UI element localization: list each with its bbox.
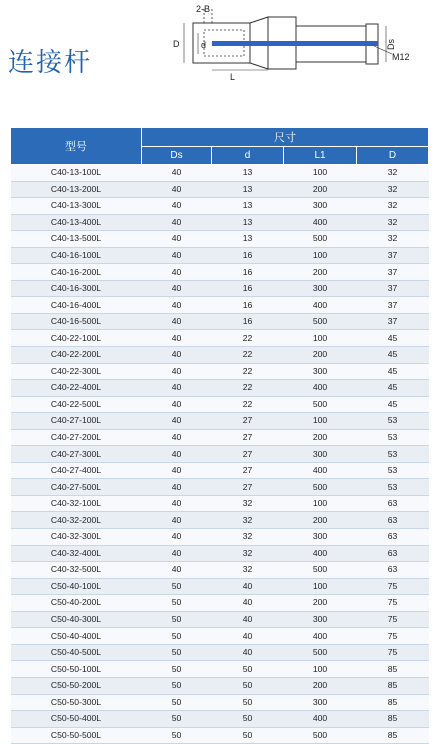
cell-model: C40-32-300L: [11, 529, 142, 546]
cell-model: C40-27-300L: [11, 446, 142, 463]
cell-l1: 200: [284, 264, 357, 281]
cell-d-lower: 13: [212, 231, 284, 248]
cell-ds: 40: [142, 529, 212, 546]
connecting-rod-drawing: [168, 2, 430, 86]
cell-ds: 40: [142, 512, 212, 529]
table-row: [11, 165, 429, 182]
cell-ds: 40: [142, 495, 212, 512]
cell-d-lower: 40: [212, 628, 284, 645]
table-row: [11, 231, 429, 248]
cell-d-upper: 85: [357, 661, 429, 678]
cell-d-lower: 40: [212, 644, 284, 661]
label-d-lower: d: [201, 40, 207, 50]
cell-d-lower: 27: [212, 429, 284, 446]
cell-d-upper: 63: [357, 545, 429, 562]
cell-model: C40-27-200L: [11, 429, 142, 446]
cell-d-lower: 32: [212, 495, 284, 512]
cell-ds: 50: [142, 578, 212, 595]
table-row: [11, 529, 429, 546]
cell-model: C40-13-200L: [11, 181, 142, 198]
cell-l1: 400: [284, 711, 357, 728]
cell-model: C40-13-100L: [11, 165, 142, 182]
label-Ds: Ds: [386, 39, 396, 50]
table-row: [11, 330, 429, 347]
table-row: [11, 611, 429, 628]
table-row: [11, 727, 429, 744]
cell-model: C40-22-500L: [11, 396, 142, 413]
cell-d-upper: 85: [357, 694, 429, 711]
cell-l1: 200: [284, 429, 357, 446]
cell-model: C50-40-100L: [11, 578, 142, 595]
cell-model: C50-40-400L: [11, 628, 142, 645]
cell-d-lower: 40: [212, 578, 284, 595]
cell-l1: 400: [284, 297, 357, 314]
cell-ds: 40: [142, 330, 212, 347]
cell-l1: 300: [284, 198, 357, 215]
cell-l1: 500: [284, 727, 357, 744]
cell-l1: 300: [284, 529, 357, 546]
cell-model: C40-13-300L: [11, 198, 142, 215]
cell-l1: 200: [284, 347, 357, 364]
cell-l1: 200: [284, 512, 357, 529]
cell-model: C40-22-200L: [11, 347, 142, 364]
cell-l1: 300: [284, 363, 357, 380]
cell-d-upper: 63: [357, 529, 429, 546]
cell-d-lower: 13: [212, 165, 284, 182]
cell-d-upper: 32: [357, 198, 429, 215]
cell-d-lower: 27: [212, 446, 284, 463]
table-row: [11, 628, 429, 645]
cell-ds: 40: [142, 380, 212, 397]
cell-model: C50-40-500L: [11, 644, 142, 661]
cell-model: C40-16-500L: [11, 313, 142, 330]
cell-d-upper: 63: [357, 495, 429, 512]
cell-l1: 400: [284, 628, 357, 645]
header-d-lower: d: [212, 146, 284, 165]
cell-model: C40-32-500L: [11, 562, 142, 579]
cell-l1: 100: [284, 495, 357, 512]
cell-d-upper: 37: [357, 264, 429, 281]
cell-d-lower: 27: [212, 462, 284, 479]
cell-d-upper: 75: [357, 644, 429, 661]
cell-d-lower: 50: [212, 727, 284, 744]
cell-l1: 500: [284, 231, 357, 248]
label-M12: M12: [392, 52, 410, 62]
table-row: [11, 264, 429, 281]
cell-ds: 40: [142, 396, 212, 413]
header-size: 尺寸: [142, 128, 429, 147]
cell-ds: 40: [142, 462, 212, 479]
cell-l1: 500: [284, 562, 357, 579]
table-row: [11, 363, 429, 380]
table-row: [11, 479, 429, 496]
cell-d-lower: 27: [212, 479, 284, 496]
cell-d-upper: 37: [357, 247, 429, 264]
cell-d-upper: 45: [357, 347, 429, 364]
cell-ds: 50: [142, 711, 212, 728]
table-row: [11, 644, 429, 661]
cell-d-lower: 16: [212, 297, 284, 314]
cell-d-lower: 16: [212, 313, 284, 330]
cell-ds: 40: [142, 280, 212, 297]
cell-d-lower: 22: [212, 396, 284, 413]
table-row: [11, 512, 429, 529]
cell-d-lower: 50: [212, 711, 284, 728]
cell-d-upper: 75: [357, 628, 429, 645]
cell-l1: 100: [284, 247, 357, 264]
cell-l1: 500: [284, 396, 357, 413]
cell-d-upper: 53: [357, 479, 429, 496]
cell-model: C50-40-200L: [11, 595, 142, 612]
cell-model: C40-32-200L: [11, 512, 142, 529]
cell-ds: 40: [142, 214, 212, 231]
cell-d-upper: 45: [357, 330, 429, 347]
table-row: [11, 462, 429, 479]
cell-d-upper: 85: [357, 711, 429, 728]
cell-d-upper: 53: [357, 413, 429, 430]
cell-d-lower: 16: [212, 247, 284, 264]
table-row: [11, 595, 429, 612]
cell-ds: 40: [142, 264, 212, 281]
cell-ds: 50: [142, 611, 212, 628]
cell-l1: 400: [284, 462, 357, 479]
cell-d-lower: 22: [212, 330, 284, 347]
cell-d-lower: 32: [212, 562, 284, 579]
cell-l1: 400: [284, 545, 357, 562]
cell-l1: 100: [284, 165, 357, 182]
cell-d-upper: 75: [357, 611, 429, 628]
cell-d-lower: 50: [212, 661, 284, 678]
cell-model: C40-27-400L: [11, 462, 142, 479]
cell-l1: 200: [284, 677, 357, 694]
cell-model: C50-40-300L: [11, 611, 142, 628]
cell-ds: 40: [142, 181, 212, 198]
cell-d-lower: 50: [212, 677, 284, 694]
cell-d-lower: 22: [212, 347, 284, 364]
table-row: [11, 661, 429, 678]
cell-d-lower: 13: [212, 214, 284, 231]
cell-d-lower: 16: [212, 264, 284, 281]
cell-ds: 40: [142, 347, 212, 364]
table-row: [11, 711, 429, 728]
cell-ds: 40: [142, 413, 212, 430]
header-ds: Ds: [142, 146, 212, 165]
cell-model: C40-22-100L: [11, 330, 142, 347]
cell-l1: 100: [284, 330, 357, 347]
cell-d-upper: 37: [357, 313, 429, 330]
cell-l1: 500: [284, 644, 357, 661]
cell-ds: 50: [142, 694, 212, 711]
cell-d-lower: 13: [212, 198, 284, 215]
label-D: D: [173, 39, 180, 49]
cell-d-upper: 53: [357, 429, 429, 446]
cell-model: C40-32-400L: [11, 545, 142, 562]
table-row: [11, 198, 429, 215]
cell-d-upper: 37: [357, 280, 429, 297]
table-row: [11, 429, 429, 446]
cell-ds: 50: [142, 661, 212, 678]
cell-l1: 100: [284, 578, 357, 595]
cell-model: C40-13-500L: [11, 231, 142, 248]
cell-ds: 40: [142, 165, 212, 182]
cell-model: C50-50-100L: [11, 661, 142, 678]
cell-model: C50-50-200L: [11, 677, 142, 694]
cell-d-upper: 45: [357, 396, 429, 413]
table-row: [11, 677, 429, 694]
cell-ds: 40: [142, 479, 212, 496]
cell-ds: 40: [142, 429, 212, 446]
cell-d-upper: 85: [357, 727, 429, 744]
table-body: [11, 165, 429, 744]
header-d-upper: D: [357, 146, 429, 165]
cell-d-lower: 40: [212, 595, 284, 612]
table-row: [11, 247, 429, 264]
cell-l1: 300: [284, 694, 357, 711]
cell-l1: 200: [284, 181, 357, 198]
cell-l1: 100: [284, 413, 357, 430]
table-row: [11, 545, 429, 562]
table-row: [11, 313, 429, 330]
table-row: [11, 380, 429, 397]
cell-d-upper: 45: [357, 363, 429, 380]
cell-l1: 300: [284, 611, 357, 628]
cell-ds: 50: [142, 595, 212, 612]
cell-d-upper: 45: [357, 380, 429, 397]
cell-d-upper: 37: [357, 297, 429, 314]
cell-d-lower: 13: [212, 181, 284, 198]
cell-d-lower: 32: [212, 529, 284, 546]
cell-d-upper: 32: [357, 181, 429, 198]
cell-model: C40-16-400L: [11, 297, 142, 314]
cell-model: C40-32-100L: [11, 495, 142, 512]
table-row: [11, 347, 429, 364]
cell-ds: 40: [142, 446, 212, 463]
cell-ds: 40: [142, 247, 212, 264]
cell-d-upper: 75: [357, 578, 429, 595]
cell-d-upper: 53: [357, 462, 429, 479]
cell-d-lower: 27: [212, 413, 284, 430]
page-title: 连接杆: [8, 48, 93, 78]
label-2b: 2-B: [196, 4, 211, 14]
cell-d-lower: 16: [212, 280, 284, 297]
spec-table: [10, 127, 428, 744]
cell-model: C40-22-300L: [11, 363, 142, 380]
label-L: L: [230, 72, 236, 82]
cell-model: C50-50-300L: [11, 694, 142, 711]
table-row: [11, 181, 429, 198]
cell-ds: 40: [142, 562, 212, 579]
cell-ds: 40: [142, 313, 212, 330]
cell-d-upper: 85: [357, 677, 429, 694]
cell-l1: 400: [284, 380, 357, 397]
cell-ds: 40: [142, 297, 212, 314]
cell-model: C40-16-200L: [11, 264, 142, 281]
cell-model: C40-16-300L: [11, 280, 142, 297]
cell-ds: 40: [142, 363, 212, 380]
cell-ds: 50: [142, 727, 212, 744]
cell-d-lower: 50: [212, 694, 284, 711]
cell-ds: 40: [142, 545, 212, 562]
cell-d-lower: 22: [212, 380, 284, 397]
table-row: [11, 297, 429, 314]
header-l1: L1: [284, 146, 357, 165]
cell-l1: 100: [284, 661, 357, 678]
cell-d-lower: 22: [212, 363, 284, 380]
cell-l1: 500: [284, 313, 357, 330]
cell-l1: 500: [284, 479, 357, 496]
cell-d-lower: 32: [212, 512, 284, 529]
table-row: [11, 495, 429, 512]
cell-d-upper: 32: [357, 231, 429, 248]
cell-d-upper: 63: [357, 562, 429, 579]
cell-model: C40-27-100L: [11, 413, 142, 430]
cell-d-upper: 53: [357, 446, 429, 463]
cell-l1: 300: [284, 280, 357, 297]
table-row: [11, 578, 429, 595]
cell-ds: 50: [142, 677, 212, 694]
cell-model: C40-22-400L: [11, 380, 142, 397]
cell-model: C40-16-100L: [11, 247, 142, 264]
cell-d-upper: 32: [357, 214, 429, 231]
cell-d-upper: 32: [357, 165, 429, 182]
cell-ds: 40: [142, 231, 212, 248]
cell-d-lower: 32: [212, 545, 284, 562]
table-row: [11, 694, 429, 711]
table-row: [11, 446, 429, 463]
cell-ds: 50: [142, 628, 212, 645]
cell-d-upper: 75: [357, 595, 429, 612]
cell-model: C50-50-400L: [11, 711, 142, 728]
cell-l1: 200: [284, 595, 357, 612]
cell-ds: 40: [142, 198, 212, 215]
cell-d-upper: 63: [357, 512, 429, 529]
table-row: [11, 280, 429, 297]
cell-l1: 400: [284, 214, 357, 231]
table-row: [11, 562, 429, 579]
table-row: [11, 396, 429, 413]
table-row: [11, 413, 429, 430]
cell-model: C40-27-500L: [11, 479, 142, 496]
header-model: 型号: [11, 128, 142, 165]
table-row: [11, 214, 429, 231]
cell-ds: 50: [142, 644, 212, 661]
cell-model: C40-13-400L: [11, 214, 142, 231]
cell-l1: 300: [284, 446, 357, 463]
cell-d-lower: 40: [212, 611, 284, 628]
cell-model: C50-50-500L: [11, 727, 142, 744]
